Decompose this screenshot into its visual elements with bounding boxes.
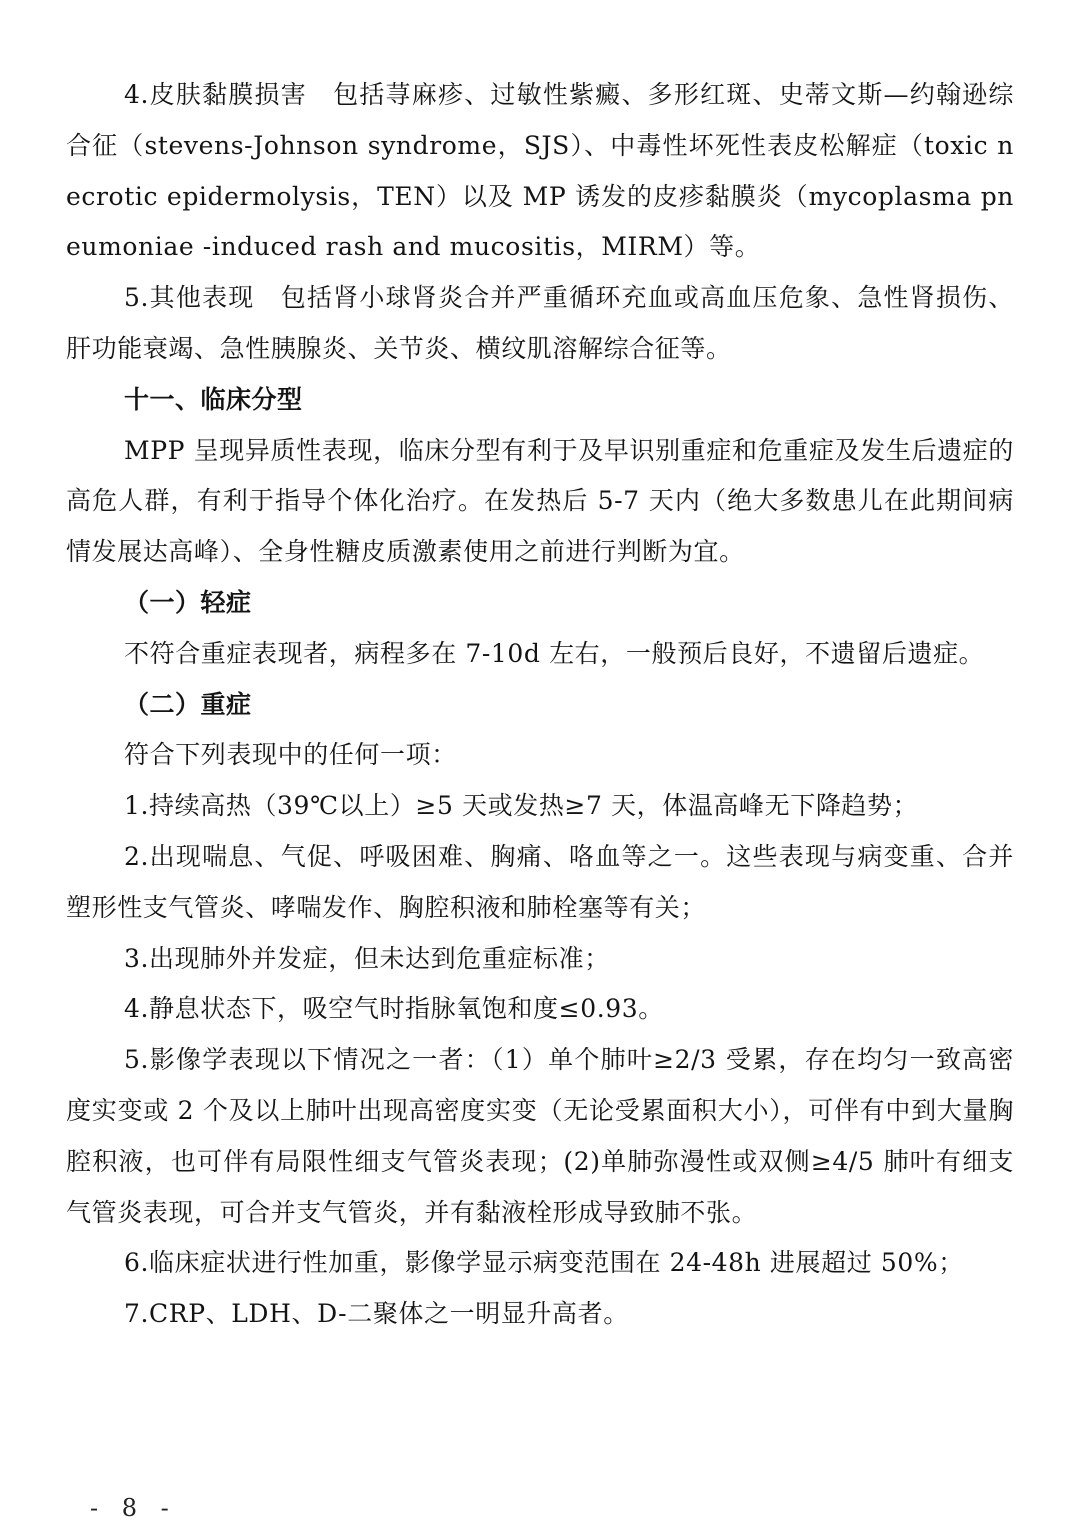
criterion-item-1: 1.持续高热（39℃以上）≥5 天或发热≥7 天，体温高峰无下降趋势；: [124, 791, 919, 821]
criterion-item-2: 2.出现喘息、气促、呼吸困难、胸痛、咯血等之一。这些表现与病变重、合并塑形性支气管炎、哮喘发作、胸腔积液和肺栓塞等有关；: [66, 841, 1014, 922]
subheading-mild: （一）轻症: [124, 587, 252, 617]
paragraph-classification-intro: MPP 呈现异质性表现，临床分型有利于及早识别重症和危重症及发生后遗症的高危人群，有利于指导个体化治疗。在发热后 5-7 天内（绝大多数患儿在此期间病情发展达高峰）、全身性糖皮质激素使用之前进行判断为宜。: [66, 435, 1014, 567]
criterion-item-5: 5.影像学表现以下情况之一者：（1）单个肺叶≥2/3 受累，存在均匀一致高密度实变或 2 个及以上肺叶出现高密度实变（无论受累面积大小），可伴有中到大量胸腔积液，也可伴有局限性细支气管炎表现；(2)单肺弥漫性或双侧≥4/5 肺叶有细支气管炎表现，可合并支气管炎，并有黏液栓形成导致肺不张。: [66, 1045, 1014, 1227]
paragraph-other-manifestations: 5.其他表现 包括肾小球肾炎合并严重循环充血或高血压危象、急性肾损伤、肝功能衰竭、急性胰腺炎、关节炎、横纹肌溶解综合征等。: [66, 283, 1014, 363]
subheading-severe: （二）重症: [124, 689, 252, 719]
criterion-item-6: 6.临床症状进行性加重，影像学显示病变范围在 24-48h 进展超过 50%；: [124, 1248, 964, 1278]
paragraph-severe-criteria-intro: 符合下列表现中的任何一项：: [124, 740, 457, 770]
criterion-item-4: 4.静息状态下，吸空气时指脉氧饱和度≤0.93。: [124, 994, 664, 1024]
paragraph-mild-description: 不符合重症表现者，病程多在 7-10d 左右，一般预后良好，不遗留后遗症。: [124, 638, 985, 668]
page-number: - 8 -: [90, 1494, 177, 1522]
criterion-item-7: 7.CRP、LDH、D-二聚体之一明显升高者。: [124, 1299, 629, 1329]
document-body: [66, 70, 1014, 1340]
section-heading-clinical-classification: 十一、临床分型: [124, 384, 303, 414]
paragraph-skin-mucosa: 4.皮肤黏膜损害 包括荨麻疹、过敏性紫癜、多形红斑、史蒂文斯—约翰逊综合征（stevens-Johnson syndrome，SJS）、中毒性坏死性表皮松解症（toxic necrotic epidermolysis，TEN）以及 MP 诱发的皮疹黏膜炎（mycoplasma pneumoniae -induced rash and mucositis，MIRM）等。: [66, 80, 1014, 262]
criterion-item-3: 3.出现肺外并发症，但未达到危重症标准；: [124, 943, 610, 973]
